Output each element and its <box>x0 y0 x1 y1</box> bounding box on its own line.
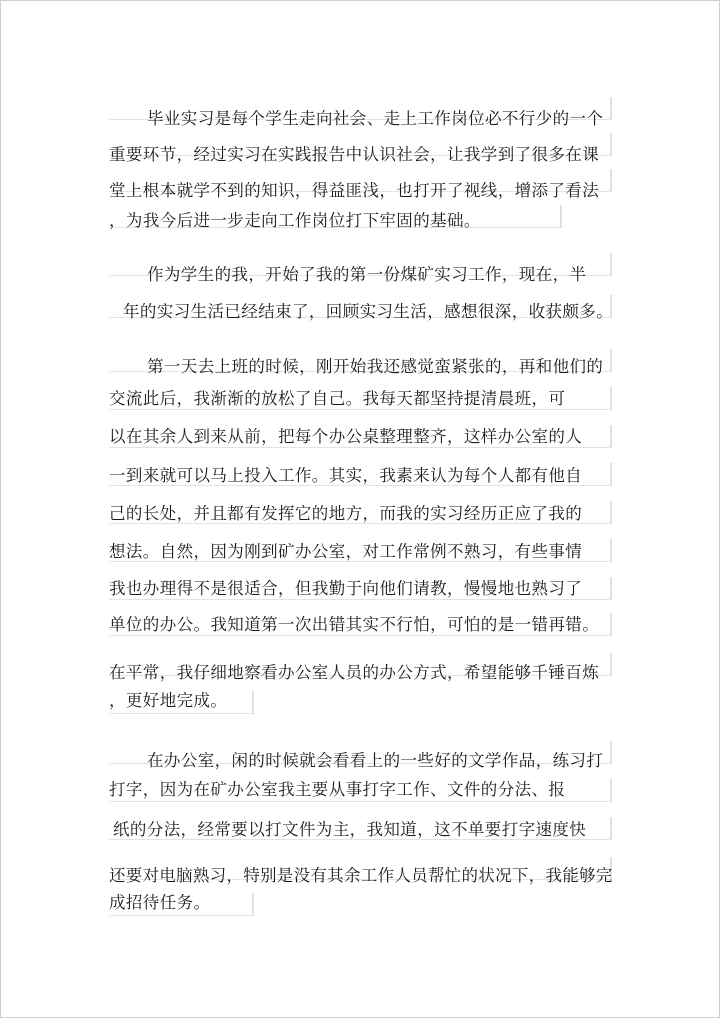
paragraph-3-line-1: 第一天去上班的时候，刚开始我还感觉蛮紧张的，再和他们的 <box>147 357 604 376</box>
paragraph-3-line-3: 以在其余人到来从前，把每个办公桌整理整齐，这样办公室的人 <box>109 427 583 446</box>
paragraph-1-line-2: 重要环节，经过实习在实践报告中认识社会，让我学到了很多在课 <box>109 145 600 164</box>
text-box-tick <box>610 425 611 447</box>
paragraph-1-line-1: 毕业实习是每个学生走向社会、走上工作岗位必不行少的一个 <box>147 109 604 128</box>
paragraph-3-line-9: 在平常，我仔细地察看办公室人员的办公方式，希望能够千锤百炼 <box>109 663 600 682</box>
paragraph-2-line-1: 作为学生的我，开始了我的第一份煤矿实习工作，现在，半 <box>147 265 587 284</box>
text-box-tick <box>610 253 611 275</box>
paragraph-4-line-1: 在办公室，闲的时候就会看看上的一些好的文学作品，练习打 <box>147 751 604 770</box>
text-box-tick <box>252 893 253 915</box>
text-box-tick <box>252 691 253 713</box>
paragraph-3-line-6: 想法。自然，因为刚到矿办公室，对工作常例不熟习，有些事情 <box>109 542 583 561</box>
text-box-tick <box>610 613 611 635</box>
text-box-tick <box>610 97 611 119</box>
text-box-tick <box>610 741 611 763</box>
text-box-tick <box>610 779 611 801</box>
paragraph-3-line-7: 我也办理得不是很适合，但我勤于向他们请教，慢慢地也熟习了 <box>109 579 583 598</box>
text-box-tick <box>610 577 611 599</box>
text-box-tick <box>610 501 611 523</box>
text-box-tick <box>610 539 611 561</box>
text-box-tick <box>610 133 611 155</box>
text-box-tick <box>610 349 611 371</box>
text-box-tick <box>610 653 611 675</box>
paragraph-3-line-8: 单位的办公。我知道第一次出错其实不行怕，可怕的是一错再错。 <box>109 615 600 634</box>
paragraph-4-line-4: 还要对电脑熟习，特别是没有其余工作人员帮忙的状况下，我能够完 <box>109 866 613 885</box>
paragraph-1-line-4: ，为我今后进一步走向工作岗位打下牢固的基础。 <box>109 211 481 230</box>
text-box-tick <box>610 463 611 485</box>
paragraph-3-line-5: 己的长处，并且都有发挥它的地方，而我的实习经历正应了我的 <box>109 504 583 523</box>
paragraph-1-line-3: 堂上根本就学不到的知识，得益匪浅，也打开了视线，增添了看法 <box>109 181 600 200</box>
paragraph-4-line-2: 打字，因为在矿办公室我主要从事打字工作、文件的分法、报 <box>109 780 566 799</box>
text-box-tick <box>610 817 611 839</box>
paragraph-3-line-4: 一到来就可以马上投入工作。其实，我素来认为每个人都有他自 <box>109 466 583 485</box>
paragraph-3-line-2: 交流此后，我渐渐的放松了自己。我每天都坚持提清晨班，可 <box>109 389 566 408</box>
paragraph-4-line-5: 成招待任务。 <box>109 893 211 912</box>
text-box-tick <box>560 205 561 227</box>
paragraph-2-line-2: 年的实习生活已经结束了，回顾实习生活，感想很深，收获颇多。 <box>123 302 614 321</box>
text-box-tick <box>610 387 611 409</box>
paragraph-4-line-3: 纸的分法，经常要以打文件为主，我知道，这不单要打字速度快 <box>113 820 587 839</box>
paragraph-3-line-10: ，更好地完成。 <box>109 691 228 710</box>
text-box-tick <box>610 169 611 191</box>
